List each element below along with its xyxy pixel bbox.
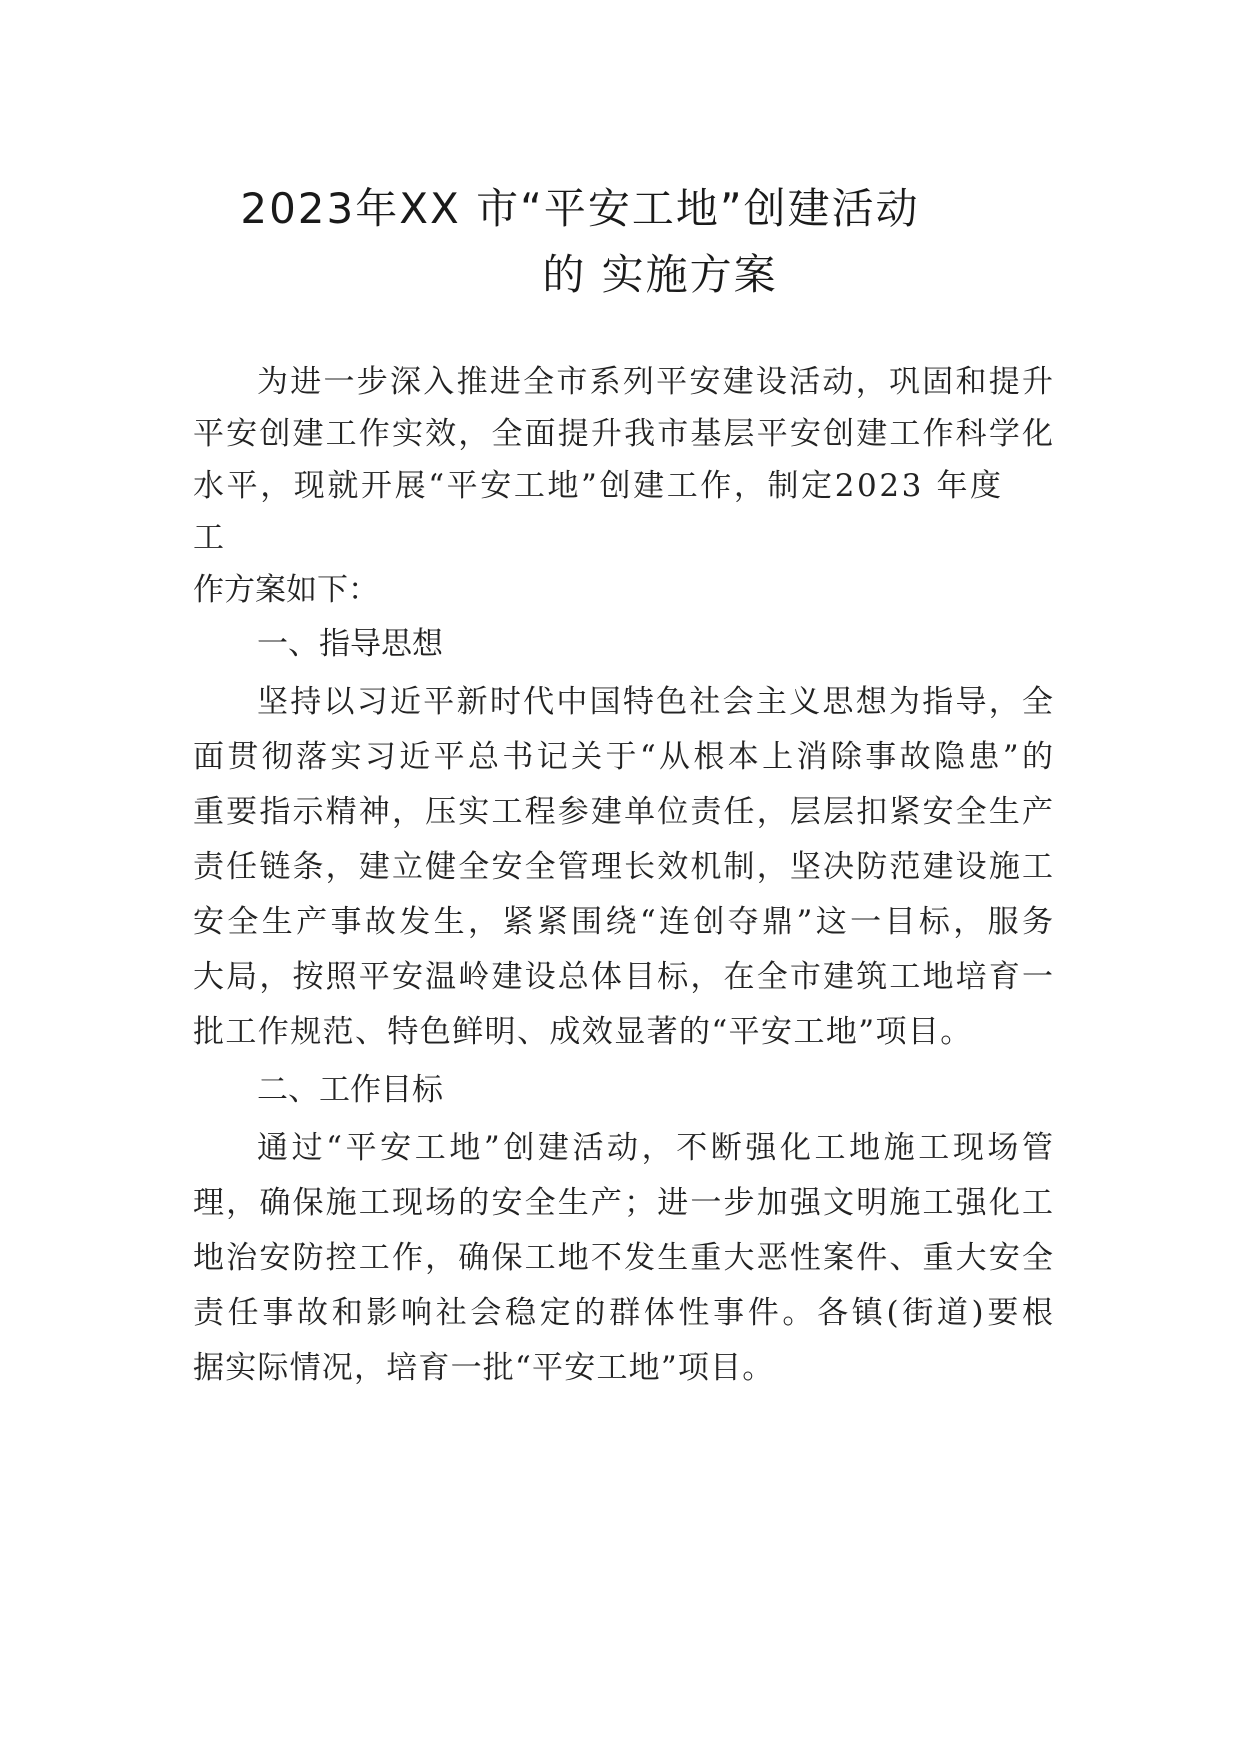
section-1-line: 面贯彻落实习近平总书记关于“从根本上消除事故隐患”的 (193, 739, 1053, 775)
intro-line: 水平，现就开展“平安工地”创建工作，制定2023 年度 (193, 468, 1004, 504)
section-heading-work-goals: 二、工作目标 (257, 1072, 443, 1108)
section-2-line: 据实际情况，培育一批“平安工地”项目。 (193, 1350, 775, 1386)
section-heading-guiding-ideology: 一、指导思想 (257, 626, 443, 662)
intro-line: 工 (193, 520, 224, 556)
section-2-line: 通过“平安工地”创建活动，不断强化工地施工现场管 (257, 1130, 1053, 1166)
section-1-line: 安全生产事故发生，紧紧围绕“连创夺鼎”这一目标，服务 (193, 904, 1053, 940)
section-2-line: 理，确保施工现场的安全生产；进一步加强文明施工强化工 (193, 1185, 1053, 1221)
section-1-line: 大局，按照平安温岭建设总体目标，在全市建筑工地培育一 (193, 959, 1053, 995)
intro-line: 平安创建工作实效，全面提升我市基层平安创建工作科学化 (193, 416, 1053, 452)
section-2-line: 地治安防控工作，确保工地不发生重大恶性案件、重大安全 (193, 1240, 1053, 1276)
section-1-line: 坚持以习近平新时代中国特色社会主义思想为指导，全 (257, 684, 1053, 720)
section-2-line: 责任事故和影响社会稳定的群体性事件。各镇(街道)要根 (193, 1295, 1053, 1331)
section-1-line: 重要指示精神，压实工程参建单位责任，层层扣紧安全生产 (193, 794, 1053, 830)
section-1-line: 批工作规范、特色鲜明、成效显著的“平安工地”项目。 (193, 1014, 973, 1050)
document-title: 2023年XX 市“平安工地”创建活动 (240, 184, 920, 233)
intro-line: 作方案如下： (193, 572, 379, 608)
document-title-continued: 的 实施方案 (542, 250, 778, 299)
intro-line: 为进一步深入推进全市系列平安建设活动，巩固和提升 (257, 364, 1053, 400)
section-1-line: 责任链条，建立健全安全管理长效机制，坚决防范建设施工 (193, 849, 1053, 885)
